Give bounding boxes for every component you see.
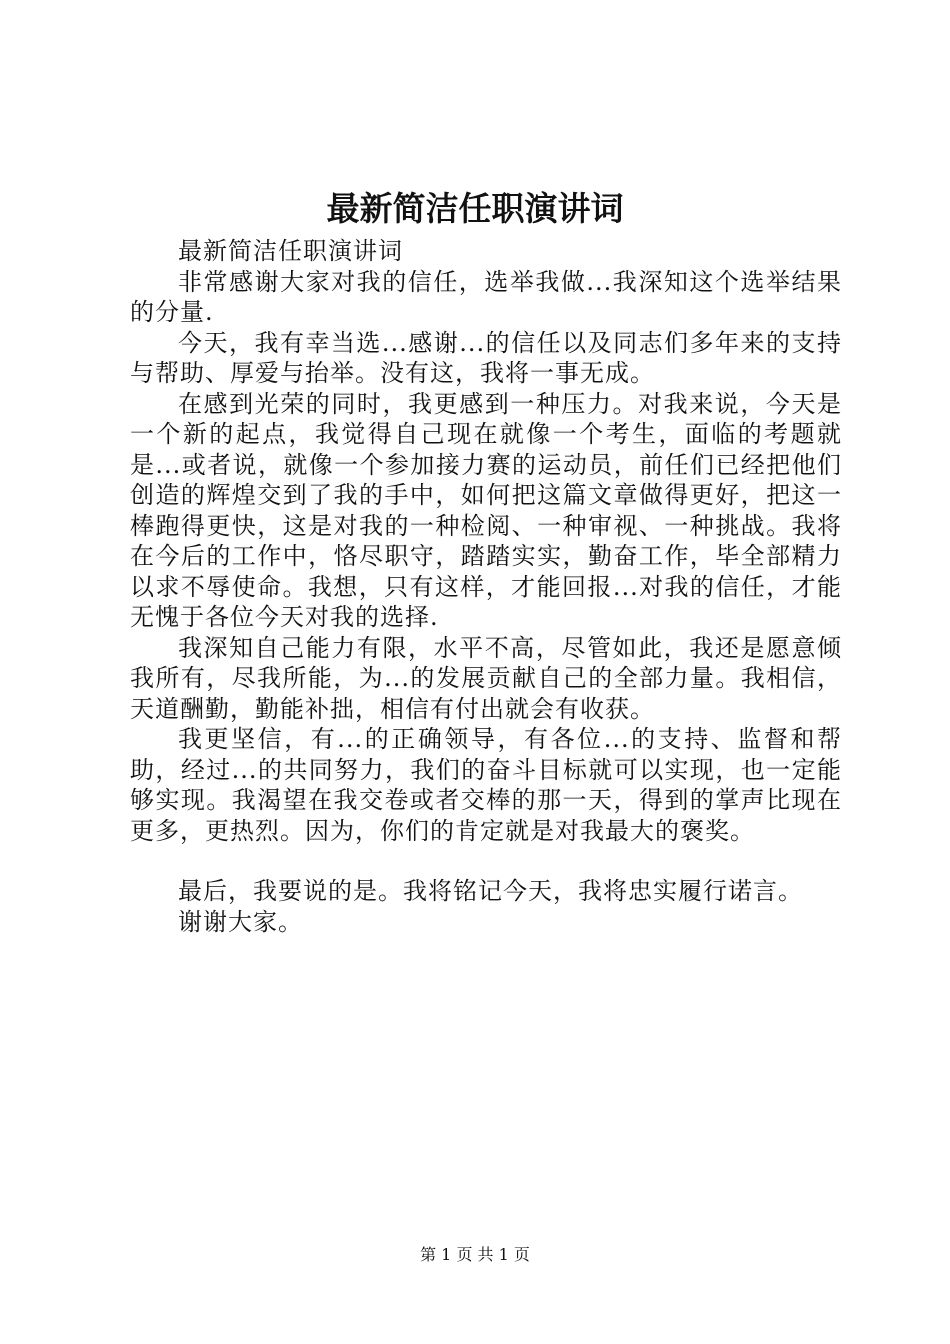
- page-footer: 第 1 页 共 1 页: [420, 1245, 530, 1264]
- paragraph-thanks: 非常感谢大家对我的信任，选举我做...我深知这个选举结果的分量.: [130, 267, 842, 326]
- paragraph-thank-you: 谢谢大家。: [178, 907, 303, 936]
- paragraph-ability: 我深知自己能力有限，水平不高，尽管如此，我还是愿意倾我所有，尽我所能，为...的发展贡献自己的全部力量。我相信，天道酬勤，勤能补拙，相信有付出就会有收获。: [130, 633, 842, 723]
- document-body: [130, 236, 842, 937]
- paragraph-today: 今天，我有幸当选...感谢...的信任以及同志们多年来的支持与帮助、厚爱与抬举。没有这，我将一事无成。: [130, 328, 842, 387]
- paragraph-belief: 我更坚信，有...的正确领导，有各位...的支持、监督和帮助，经过...的共同努力，我们的奋斗目标就可以实现，也一定能够实现。我渴望在我交卷或者交棒的那一天，得到的掌声比现在更多，更热烈。因为，你们的肯定就是对我最大的褒奖。: [130, 725, 842, 845]
- document-title: 最新简洁任职演讲词: [326, 189, 624, 228]
- paragraph-pressure: 在感到光荣的同时，我更感到一种压力。对我来说，今天是一个新的起点，我觉得自己现在就像一个考生，面临的考题就是...或者说，就像一个参加接力赛的运动员，前任们已经把他们创造的辉煌交到了我的手中，如何把这篇文章做得更好，把这一棒跑得更快，这是对我的一种检阅、一种审视、一种挑战。我将在今后的工作中，恪尽职守，踏踏实实，勤奋工作，毕全部精力以求不辱使命。我想，只有这样，才能回报...对我的信任，才能无愧于各位今天对我的选择.: [130, 389, 842, 631]
- paragraph-subtitle: 最新简洁任职演讲词: [178, 237, 403, 265]
- paragraph-closing: 最后，我要说的是。我将铭记今天，我将忠实履行诺言。: [178, 877, 803, 905]
